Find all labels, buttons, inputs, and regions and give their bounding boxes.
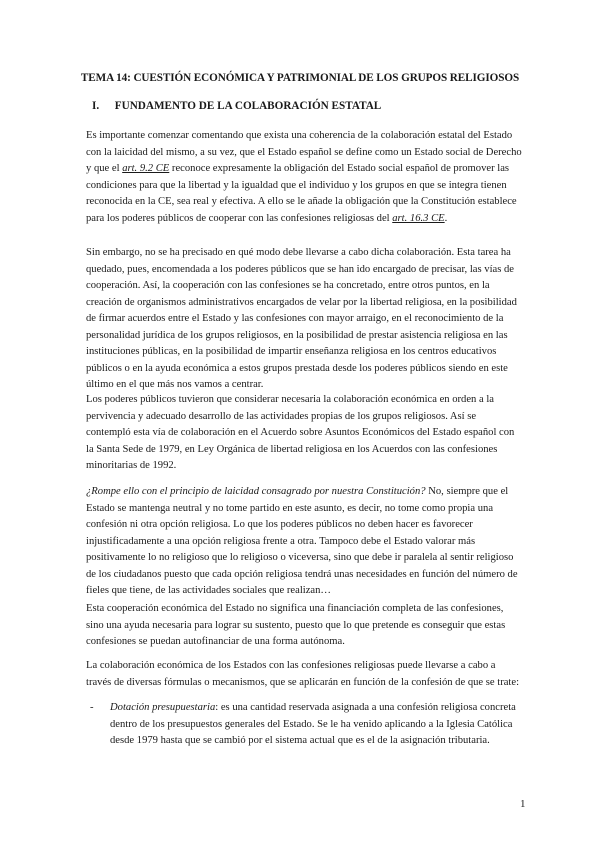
article-link-9-2[interactable]: art. 9.2 CE	[122, 163, 170, 174]
document-title: TEMA 14: CUESTIÓN ECONÓMICA Y PATRIMONIAL DE LOS GRUPOS RELIGIOSOS	[80, 72, 520, 84]
page-number: 1	[520, 798, 526, 810]
paragraph-1-text-b: reconoce expresamente la obligación del Estado social español de promover las condiciones para que la libertad y la igualdad que el individuo y los grupos en que se integra tienen reconocida en la CE, sea real y efectiva. A ello se le añade la obligación que la Constitución establece para los poderes públicos de cooperar con las confesiones religiosas del	[86, 163, 517, 224]
section-number: I.	[92, 100, 100, 112]
paragraph-3: Los poderes públicos tuvieron que considerar necesaria la colaboración económica en orden a la pervivencia y adecuado desarrollo de las actividades propias de los grupos religiosos. Así se contempló esta vía de colaboración en el Acuerdo sobre Asuntos Económicos del Estado español con la Santa Sede de 1979, en Ley Orgánica de libertad religiosa en los Acuerdos con las confesiones minoritarias de 1992.	[86, 394, 515, 471]
list-item-description: : es una cantidad reservada asignada a una confesión religiosa concreta dentro de los presupuestos generales del Estado. Se le ha venido aplicando a la Iglesia Católica desde 1979 hasta que se cambió por el sistema actual que es el de la asignación tributaria.	[110, 702, 516, 746]
article-link-16-3[interactable]: art. 16.3 CE	[392, 212, 445, 224]
paragraph-1-text-c: .	[444, 212, 448, 224]
paragraph-1-text-a: Es importante comenzar comentando que exista una coherencia de la colaboración estatal del Estado con la laicidad del mismo, a su vez, que el Estado español se define como un Estado social de Derecho y que el	[86, 130, 522, 174]
section-heading	[92, 100, 381, 112]
section-title: FUNDAMENTO DE LA COLABORACIÓN ESTATAL	[114, 100, 382, 112]
paragraph-4-text: No, siempre que el Estado se mantenga neutral y no tome partido en este asunto, es decir, no tome como propia una confesión ni otra opción religiosa. Lo que los poderes públicos no deben hacer es favorecer injustificadamente a una opción religiosa frente a otra. Tampoco debe el Estado valorar más positivamente lo no religioso que lo religioso o viceversa, sino que debe ir paralela al sentir religioso de los ciudadanos puesto que cada opción religiosa tendrá unas necesidades en función del número de fieles que tiene, de las actividades sociales que realizan…	[86, 486, 518, 596]
paragraph-4	[86, 484, 522, 600]
list-bullet-dash: -	[90, 702, 94, 713]
paragraph-1	[86, 128, 522, 227]
list-item-term: Dotación presupuestaria	[110, 702, 216, 713]
list-item-text	[110, 700, 522, 750]
paragraph-4-question: ¿Rompe ello con el principio de laicidad consagrado por nuestra Constitución?	[86, 486, 426, 497]
paragraph-5: Esta cooperación económica del Estado no significa una financiación completa de las confesiones, sino una ayuda necesaria para lograr su sustento, puesto que lo que pretende es conseguir que estas confesiones se puedan autofinanciar de una forma autónoma.	[86, 603, 506, 647]
paragraph-6: La colaboración económica de los Estados con las confesiones religiosas puede llevarse a cabo a través de diversas fórmulas o mecanismos, que se aplicarán en función de la confesión de que se trate:	[86, 660, 520, 688]
paragraph-2: Sin embargo, no se ha precisado en qué modo debe llevarse a cabo dicha colaboración. Esta tarea ha quedado, pues, encomendada a los poderes públicos que se han ido encargado de precisar, las vías de cooperación. Así, la cooperación con las confesiones se ha concretado, entre otros puntos, en la creación de organismos administrativos encargados de velar por la libertad religiosa, en la posibilidad de firmar acuerdos entre el Estado y las confesiones con mayor arraigo, en el reconocimiento de la personalidad jurídica de los grupos religiosos, en la posibilidad de prestar asistencia religiosa en las instituciones públicas, en la posibilidad de impartir enseñanza religiosa en los centros educativos públicos o en la ayuda económica a estos grupos prestada desde los poderes públicos siendo en este último en el que más nos vamos a centrar.	[86, 247, 517, 390]
